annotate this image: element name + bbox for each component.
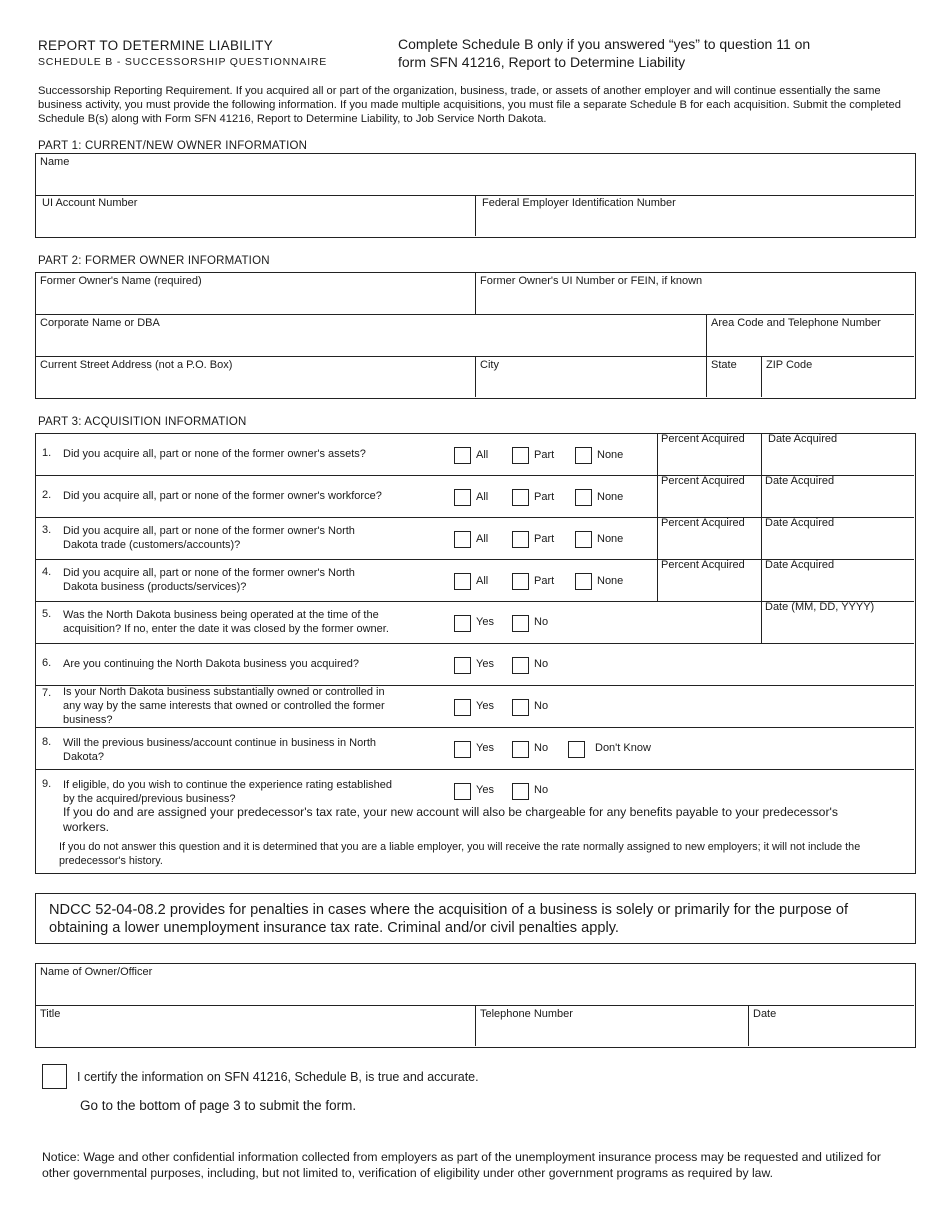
q9-text-line1: If eligible, do you wish to continue the experience rating established [63, 779, 392, 791]
q8-number: 8. [42, 736, 52, 748]
name-field[interactable] [36, 154, 914, 195]
former-owner-ui-label: Former Owner's UI Number or FEIN, if known [480, 275, 703, 287]
street-address-field[interactable] [36, 357, 475, 398]
street-address-label: Current Street Address (not a P.O. Box) [40, 359, 233, 371]
q7-yes-checkbox[interactable] [454, 699, 471, 716]
q3-none-checkbox[interactable] [575, 531, 592, 548]
q7-no-checkbox[interactable] [512, 699, 529, 716]
certify-checkbox[interactable] [42, 1064, 67, 1089]
percent-acquired-2: Percent Acquired [661, 475, 745, 487]
q8-dont-know-label: Don't Know [595, 742, 651, 754]
q6-no-label: No [534, 658, 549, 670]
part3-heading: PART 3: ACQUISITION INFORMATION [38, 416, 247, 428]
q3-text-line2: Dakota trade (customers/accounts)? [63, 539, 241, 551]
q3-part-checkbox[interactable] [512, 531, 529, 548]
q8-dont-know-checkbox[interactable] [568, 741, 585, 758]
q7-number: 7. [42, 687, 52, 699]
q3-text-line1: Did you acquire all, part or none of the former owner's North [63, 525, 355, 537]
q9-number: 9. [42, 778, 52, 790]
q2-number: 2. [42, 489, 52, 501]
percent-acquired-4: Percent Acquired [661, 559, 745, 571]
q2-text: Did you acquire all, part or none of the former owner's workforce? [63, 490, 382, 502]
intro-text: Successorship Reporting Requirement. If you acquired all or part of the organization, business, trade, or assets of another employer and will continue essentially the same business activity, you must provide the following information. If you made multiple acquisitions, you must file a separate Schedule B for each acquisition. Submit the completed Schedule B(s) along with Form SFN 41216, Report to Determine Liability, to Job Service North Dakota. [38, 85, 901, 125]
q8-yes-label: Yes [476, 742, 494, 754]
header-note-line2: form SFN 41216, Report to Determine Liability [398, 54, 686, 70]
form-subtitle: SCHEDULE B - SUCCESSORSHIP QUESTIONNAIRE [38, 56, 328, 68]
q9-yes-label: Yes [476, 784, 494, 796]
part2-table [35, 272, 916, 399]
city-field[interactable] [476, 357, 706, 398]
form-title: REPORT TO DETERMINE LIABILITY [38, 38, 274, 53]
q4-text-line1: Did you acquire all, part or none of the former owner's North [63, 567, 355, 579]
date-acquired-1: Date Acquired [768, 433, 838, 445]
corporate-name-label: Corporate Name or DBA [40, 317, 160, 329]
part1-heading: PART 1: CURRENT/NEW OWNER INFORMATION [38, 140, 308, 152]
q5-no-label: No [534, 616, 549, 628]
q3-all-checkbox[interactable] [454, 531, 471, 548]
q4-none-checkbox[interactable] [575, 573, 592, 590]
q8-yes-checkbox[interactable] [454, 741, 471, 758]
q6-number: 6. [42, 657, 52, 669]
q4-all-checkbox[interactable] [454, 573, 471, 590]
corporate-name-field[interactable] [36, 315, 706, 356]
date-acquired-4: Date Acquired [765, 559, 835, 571]
signature-table [35, 963, 916, 1048]
former-owner-name-label: Former Owner's Name (required) [40, 275, 202, 287]
q1-part-label: Part [534, 449, 555, 461]
telephone-label: Telephone Number [480, 1008, 573, 1020]
q7-text-line1: Is your North Dakota business substantially owned or controlled in [63, 686, 385, 698]
q8-text-line2: Dakota? [63, 751, 104, 763]
q1-all-label: All [476, 449, 489, 461]
q2-none-label: None [597, 491, 624, 503]
q5-text-line2: acquisition? If no, enter the date it was closed by the former owner. [63, 623, 389, 635]
date-label: Date [753, 1008, 777, 1020]
q4-all-label: All [476, 575, 489, 587]
q5-text-line1: Was the North Dakota business being operated at the time of the [63, 609, 379, 621]
q9-note-chargeable: If you do and are assigned your predecessor's tax rate, your new account will also be chargeable for any benefits payable to your predecessor's workers. [63, 805, 838, 834]
q2-all-label: All [476, 491, 489, 503]
q3-none-label: None [597, 533, 624, 545]
q7-yes-label: Yes [476, 700, 494, 712]
date-acquired-2: Date Acquired [765, 475, 835, 487]
penalty-box [35, 893, 916, 944]
q8-no-label: No [534, 742, 549, 754]
zip-label: ZIP Code [766, 359, 813, 371]
q8-text-line1: Will the previous business/account continue in business in North [63, 737, 377, 749]
q3-all-label: All [476, 533, 489, 545]
part1-table [35, 153, 916, 238]
q9-text-line2: by the acquired/previous business? [63, 793, 236, 805]
phone-label: Area Code and Telephone Number [711, 317, 881, 329]
former-owner-name-field[interactable] [36, 273, 475, 314]
part2-heading: PART 2: FORMER OWNER INFORMATION [38, 255, 270, 267]
title-label: Title [40, 1008, 61, 1020]
phone-field[interactable] [707, 315, 914, 356]
q8-no-checkbox[interactable] [512, 741, 529, 758]
zip-field[interactable] [762, 357, 914, 398]
q6-yes-label: Yes [476, 658, 494, 670]
q5-no-checkbox[interactable] [512, 615, 529, 632]
ui-account-label: UI Account Number [42, 197, 138, 209]
ui-account-field[interactable] [38, 195, 475, 236]
percent-acquired-3: Percent Acquired [661, 517, 745, 529]
former-owner-ui-field[interactable] [476, 273, 914, 314]
date-closed-format: Date (MM, DD, YYYY) [765, 601, 875, 613]
notice-text: Notice: Wage and other confidential information collected from employers as part of the unemployment insurance process may be requested and utilized for other governmental purposes, including, but not limited to, verification of eligibility under other government programs as required by law. [42, 1150, 881, 1180]
q3-number: 3. [42, 524, 52, 536]
q2-part-label: Part [534, 491, 555, 503]
q3-part-label: Part [534, 533, 555, 545]
q4-number: 4. [42, 566, 52, 578]
q9-no-checkbox[interactable] [512, 783, 529, 800]
telephone-field[interactable] [476, 1006, 748, 1047]
q5-yes-checkbox[interactable] [454, 615, 471, 632]
q9-no-label: No [534, 784, 549, 796]
q4-part-checkbox[interactable] [512, 573, 529, 590]
q4-none-label: None [597, 575, 624, 587]
state-field[interactable] [707, 357, 761, 398]
q1-all-checkbox[interactable] [454, 447, 471, 464]
date-field[interactable] [749, 1006, 914, 1047]
q9-note-no-answer: If you do not answer this question and it is determined that you are a liable employer, you will receive the rate normally assigned to new employers; it will not include the predecessor's history. [59, 841, 861, 867]
fein-field[interactable] [478, 195, 914, 236]
name-label: Name [40, 156, 70, 168]
q5-yes-label: Yes [476, 616, 494, 628]
q5-number: 5. [42, 608, 52, 620]
q9-yes-checkbox[interactable] [454, 783, 471, 800]
q1-number: 1. [42, 447, 52, 459]
q2-all-checkbox[interactable] [454, 489, 471, 506]
q1-text: Did you acquire all, part or none of the former owner's assets? [63, 448, 366, 460]
q1-none-checkbox[interactable] [575, 447, 592, 464]
date-acquired-3: Date Acquired [765, 517, 835, 529]
owner-name-label: Name of Owner/Officer [40, 966, 153, 978]
q7-text-line3: business? [63, 714, 113, 726]
q6-no-checkbox[interactable] [512, 657, 529, 674]
q1-part-checkbox[interactable] [512, 447, 529, 464]
penalty-text: NDCC 52-04-08.2 provides for penalties in cases where the acquisition of a business is solely or primarily for the purpose of obtaining a lower unemployment insurance tax rate. Criminal and/or civil penalties apply. [49, 902, 848, 936]
title-field[interactable] [36, 1006, 475, 1047]
q6-text: Are you continuing the North Dakota business you acquired? [63, 658, 359, 670]
q4-text-line2: Dakota business (products/services)? [63, 581, 247, 593]
q7-text-line2: any way by the same interests that owned or controlled the former [63, 700, 385, 712]
go-to-text: Go to the bottom of page 3 to submit the form. [80, 1098, 357, 1113]
owner-name-field[interactable] [36, 964, 914, 1005]
header-note-line1: Complete Schedule B only if you answered “yes” to question 11 on [398, 36, 811, 52]
state-label: State [711, 359, 737, 371]
city-label: City [480, 359, 499, 371]
fein-label: Federal Employer Identification Number [482, 197, 676, 209]
q6-yes-checkbox[interactable] [454, 657, 471, 674]
q2-none-checkbox[interactable] [575, 489, 592, 506]
q2-part-checkbox[interactable] [512, 489, 529, 506]
percent-acquired-1: Percent Acquired [661, 433, 745, 445]
q4-part-label: Part [534, 575, 555, 587]
q7-no-label: No [534, 700, 549, 712]
certify-text: I certify the information on SFN 41216, Schedule B, is true and accurate. [77, 1070, 479, 1084]
q1-none-label: None [597, 449, 624, 461]
